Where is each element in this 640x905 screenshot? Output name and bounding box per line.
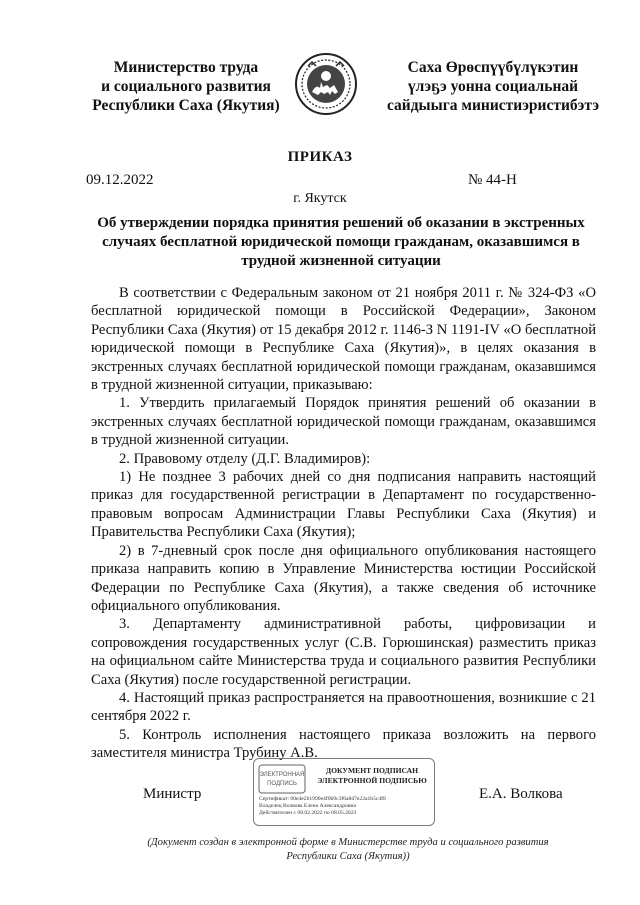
body-paragraph: 3. Департаменту административной работы, цифровизации и сопровождения государственных услуг (С.В. Горюшинская) разместить приказ на официальном сайте Министерства труда и социального развития Республики Саха (Якутия) после государственной регистрации.	[91, 616, 596, 688]
body-paragraph: 5. Контроль исполнения настоящего приказа возложить на первого заместителя министра Трубину А.В.	[91, 726, 596, 762]
body-paragraph: 2. Правовому отделу (Д.Г. Владимиров):	[119, 450, 371, 467]
signer-name: Е.А. Волкова	[479, 786, 563, 802]
signature-block	[0, 758, 640, 828]
logo-text: ПОДПИСЬ	[267, 781, 297, 787]
ministry-name-sah-line: Саха Өрөспүүбүлүкэтин	[407, 59, 579, 76]
body-paragraph: 1. Утвердить прилагаемый Порядок принятия решений об оказании в экстренных случаях бесплатной юридической помощи гражданам, оказавшимся в трудной жизненной ситуации.	[91, 395, 596, 449]
signer-position: Министр	[143, 786, 202, 802]
order-city: г. Якутск	[293, 191, 347, 206]
yakutia-coat-of-arms-icon	[294, 52, 358, 116]
ministry-name-ru-line: и социального развития	[101, 78, 271, 95]
order-subject: Об утверждении порядка принятия решений об оказании в экстренных случаях бесплатной юридической помощи гражданам, оказавшимся в трудной жизненной ситуации	[97, 215, 585, 269]
body-paragraph: 1) Не позднее 3 рабочих дней со дня подписания направить настоящий приказ для государственной регистрации в Департамент по государственно-правовым вопросам Администрации Главы Республики Саха (Якутия) и Правительства Республики Саха (Якутия);	[91, 469, 596, 541]
ministry-name-sah-line: үлэҕэ уонна социальнай	[407, 78, 579, 95]
logo-text: ЭЛЕКТРОННАЯ	[259, 772, 305, 778]
letterhead	[0, 58, 640, 148]
ministry-name-ru-line: Министерство труда	[113, 59, 259, 76]
document-footnote: (Документ создан в электронной форме в Министерстве труда и социального развития Республики Саха (Якутия))	[147, 837, 549, 862]
ministry-name-sah-line: сайдыыга министиэристибэтэ	[386, 97, 600, 114]
stamp-owner: Владелец Волкова Елена Александровна	[259, 803, 356, 809]
ministry-name-ru-line: Республики Саха (Якутия)	[92, 97, 280, 114]
ministry-name-sakha	[372, 58, 614, 115]
document-title: ПРИКАЗ	[287, 149, 353, 165]
order-number: № 44-Н	[468, 172, 517, 188]
body-paragraph: 2) в 7-дневный срок после дня официального опубликования настоящего приказа направить копию в Управление Министерства юстиции Российской Федерации по Республике Саха (Якутия), а также сведения об источнике официального опубликования.	[91, 542, 596, 614]
e-signature-logo-icon	[258, 764, 306, 794]
electronic-signature-stamp	[253, 758, 435, 826]
stamp-certificate: Сертификат: 00e4e2b1990e4f0b9c3f6a8d7e22a1b5c4f8	[259, 796, 386, 802]
body-paragraph: В соответствии с Федеральным законом от 21 ноября 2011 г. № 324-ФЗ «О бесплатной юридической помощи в Российской Федерации», Законом Республики Саха (Якутия) от 15 декабря 2012 г. 1146-З N 1191-IV «О бесплатной юридической помощи в Республике Саха (Якутия)», в целях оказания в экстренных случаях бесплатной юридической помощи гражданам, оказавшимся в трудной жизненной ситуации, приказываю:	[91, 285, 596, 394]
order-date: 09.12.2022	[86, 172, 154, 188]
body-paragraph: 4. Настоящий приказ распространяется на правоотношения, возникшие с 21 сентября 2022 г.	[91, 689, 596, 725]
ministry-name-russian	[86, 58, 286, 115]
stamp-heading: ДОКУМЕНТ ПОДПИСАН ЭЛЕКТРОННОЙ ПОДПИСЬЮ	[317, 766, 427, 785]
order-body	[91, 284, 596, 763]
stamp-validity: Действителен с 08.02.2022 по 08.05.2023	[259, 810, 357, 816]
